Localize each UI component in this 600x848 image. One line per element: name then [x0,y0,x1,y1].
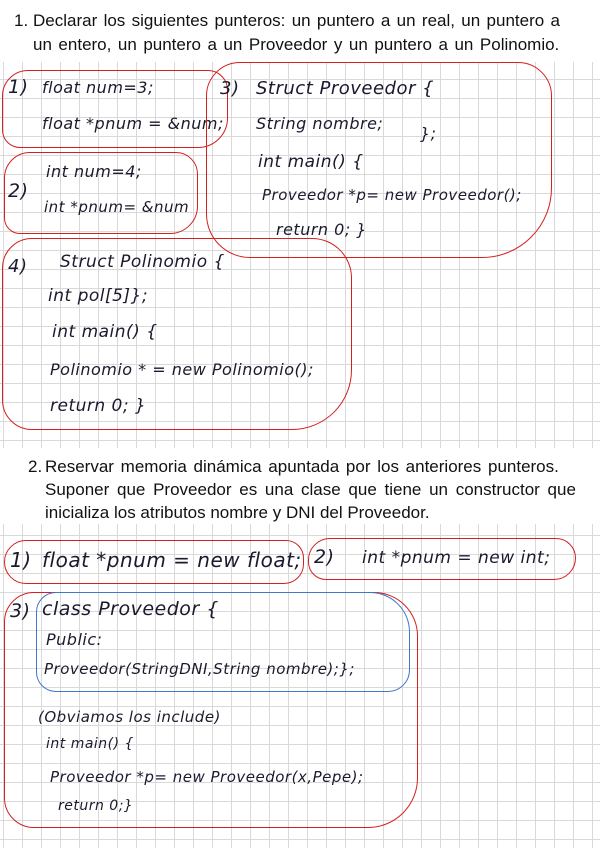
answer-1-1-line-1: float num=3; [42,78,154,97]
question-1-number: 1. [14,11,29,30]
answer-1-4-line-2: int pol[5]}; [48,286,149,306]
answer-1-3-tag: 3) [220,78,240,99]
answer-2-2-tag: 2) [314,546,335,568]
question-2-line-1: Reservar memoria dinámica apuntada por los anteriores punteros. [45,457,559,476]
answer-2-3-line-1: class Proveedor { [42,598,219,620]
answer-2-1-text: float *pnum = new float; [42,548,302,572]
answer-2-3-line-2: Public: [46,630,103,649]
answer-1-3-line-2b: }; [420,124,437,143]
answer-1-4-line-3: int main() { [52,322,158,342]
answer-2-1-tag: 1) [10,548,32,572]
answer-1-3-line-5: return 0; } [276,220,367,239]
question-2-line-3: inicializa los atributos nombre y DNI del Proveedor. [45,503,430,522]
answer-1-3-line-3: int main() { [258,152,364,172]
answer-1-3-line-1: Struct Proveedor { [256,78,435,99]
question-1 [0,0,600,62]
question-2-line-2: Suponer que Proveedor es una clase que tiene un constructor que [45,480,576,499]
answer-1-4-line-5: return 0; } [50,396,147,416]
answer-1-3-line-4: Proveedor *p= new Proveedor(); [262,186,522,204]
answer-1-2-line-1: int num=4; [46,162,142,181]
question-1-line-1: Declarar los siguientes punteros: un puntero a un real, un puntero a [33,11,560,30]
answer-2-3-line-6: Proveedor *p= new Proveedor(x,Pepe); [50,768,364,786]
answer-1-4-tag: 4) [8,256,28,277]
answer-2-3-line-5: int main() { [46,736,134,752]
answer-2-3-tag: 3) [10,600,31,622]
answer-1-2-line-2: int *pnum= &num [44,198,190,216]
question-2 [0,448,600,524]
answer-1-4-line-4: Polinomio * = new Polinomio(); [50,360,314,379]
answer-1-1-line-2: float *pnum = &num; [42,114,224,133]
answer-1-1-tag: 1) [8,76,29,98]
answer-2-3-line-7: return 0;} [58,798,134,814]
answer-1-4-line-1: Struct Polinomio { [60,252,225,272]
answer-1-3-line-2: String nombre; [256,114,384,133]
answer-1-2-tag: 2) [8,180,29,202]
question-1-line-2: un entero, un puntero a un Proveedor y un puntero a un Polinomio. [33,35,560,54]
answer-2-3-line-3: Proveedor(StringDNI,String nombre);}; [44,660,355,678]
answer-2-3-line-4: (Obviamos los include) [38,708,221,726]
answer-2-2-text: int *pnum = new int; [362,548,551,568]
question-2-number: 2. [28,457,43,476]
